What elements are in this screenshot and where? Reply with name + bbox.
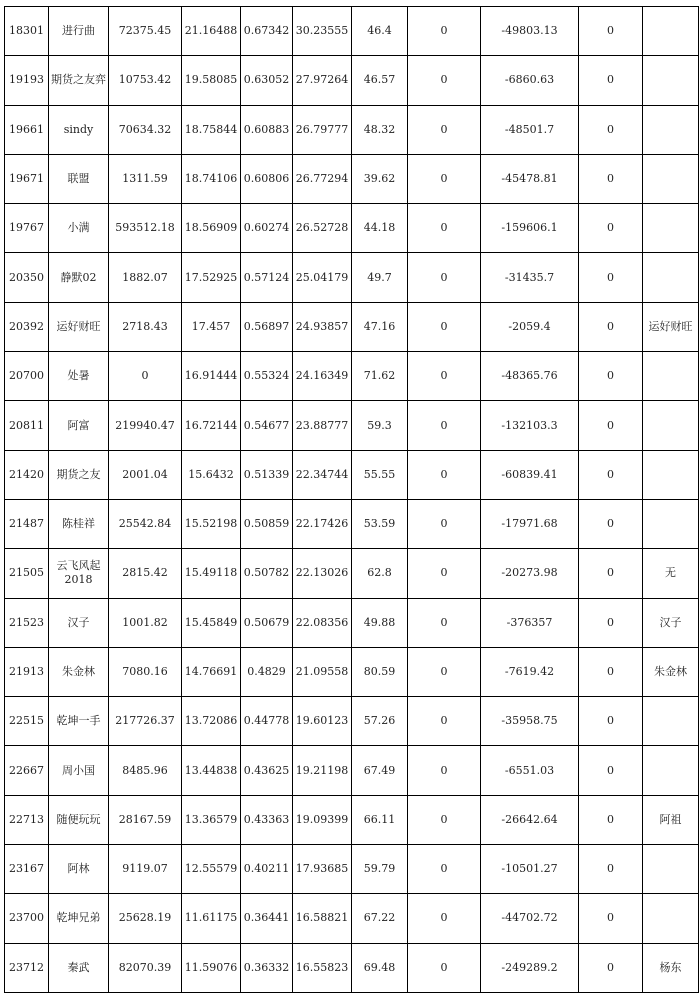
zero-cell-2: 0 <box>579 598 643 647</box>
zero-cell: 0 <box>408 352 481 401</box>
zero-cell-2: 0 <box>579 204 643 253</box>
metric-a-cell: 21.16488 <box>182 7 241 56</box>
note-cell <box>643 154 699 203</box>
zero-cell-2: 0 <box>579 56 643 105</box>
zero-cell: 0 <box>408 549 481 598</box>
metric-a-cell: 18.75844 <box>182 105 241 154</box>
ranking-table <box>4 6 699 993</box>
value-cell: 10753.42 <box>109 56 182 105</box>
value-cell: 7080.16 <box>109 647 182 696</box>
id-cell: 23700 <box>5 894 49 943</box>
note-cell <box>643 845 699 894</box>
metric-b-cell: 0.56897 <box>241 302 293 351</box>
zero-cell: 0 <box>408 598 481 647</box>
id-cell: 19671 <box>5 154 49 203</box>
id-cell: 22667 <box>5 746 49 795</box>
name-cell: 乾坤兄弟 <box>49 894 109 943</box>
zero-cell-2: 0 <box>579 154 643 203</box>
name-cell: 联盟 <box>49 154 109 203</box>
table-row <box>5 499 699 548</box>
metric-d-cell: 46.57 <box>352 56 408 105</box>
metric-d-cell: 47.16 <box>352 302 408 351</box>
metric-b-cell: 0.60883 <box>241 105 293 154</box>
metric-b-cell: 0.63052 <box>241 56 293 105</box>
zero-cell-2: 0 <box>579 7 643 56</box>
id-cell: 23167 <box>5 845 49 894</box>
metric-b-cell: 0.50782 <box>241 549 293 598</box>
metric-c-cell: 22.34744 <box>293 450 352 499</box>
id-cell: 20700 <box>5 352 49 401</box>
id-cell: 21505 <box>5 549 49 598</box>
id-cell: 20811 <box>5 401 49 450</box>
metric-a-cell: 14.76691 <box>182 647 241 696</box>
note-cell <box>643 746 699 795</box>
name-cell: 陈桂祥 <box>49 499 109 548</box>
zero-cell: 0 <box>408 795 481 844</box>
id-cell: 20392 <box>5 302 49 351</box>
metric-c-cell: 24.93857 <box>293 302 352 351</box>
name-cell: 朱金林 <box>49 647 109 696</box>
table-row <box>5 253 699 302</box>
amount-cell: -20273.98 <box>481 549 579 598</box>
table-row <box>5 401 699 450</box>
amount-cell: -10501.27 <box>481 845 579 894</box>
metric-d-cell: 49.7 <box>352 253 408 302</box>
metric-c-cell: 16.58821 <box>293 894 352 943</box>
value-cell: 217726.37 <box>109 697 182 746</box>
amount-cell: -26642.64 <box>481 795 579 844</box>
metric-c-cell: 19.60123 <box>293 697 352 746</box>
metric-a-cell: 11.59076 <box>182 943 241 992</box>
zero-cell: 0 <box>408 204 481 253</box>
zero-cell-2: 0 <box>579 943 643 992</box>
table-row <box>5 302 699 351</box>
metric-a-cell: 13.72086 <box>182 697 241 746</box>
name-cell: 秦武 <box>49 943 109 992</box>
note-cell <box>643 7 699 56</box>
amount-cell: -35958.75 <box>481 697 579 746</box>
zero-cell-2: 0 <box>579 549 643 598</box>
value-cell: 2718.43 <box>109 302 182 351</box>
zero-cell-2: 0 <box>579 253 643 302</box>
table-row <box>5 204 699 253</box>
name-cell: 阿富 <box>49 401 109 450</box>
table-body <box>5 7 699 993</box>
metric-a-cell: 15.45849 <box>182 598 241 647</box>
zero-cell-2: 0 <box>579 450 643 499</box>
note-cell: 朱金林 <box>643 647 699 696</box>
value-cell: 1311.59 <box>109 154 182 203</box>
note-cell <box>643 450 699 499</box>
metric-a-cell: 16.91444 <box>182 352 241 401</box>
zero-cell: 0 <box>408 647 481 696</box>
metric-d-cell: 67.49 <box>352 746 408 795</box>
metric-d-cell: 44.18 <box>352 204 408 253</box>
metric-c-cell: 25.04179 <box>293 253 352 302</box>
amount-cell: -132103.3 <box>481 401 579 450</box>
metric-b-cell: 0.40211 <box>241 845 293 894</box>
zero-cell: 0 <box>408 401 481 450</box>
metric-d-cell: 49.88 <box>352 598 408 647</box>
name-cell: 期货之友 <box>49 450 109 499</box>
value-cell: 2815.42 <box>109 549 182 598</box>
value-cell: 82070.39 <box>109 943 182 992</box>
note-cell <box>643 253 699 302</box>
metric-d-cell: 80.59 <box>352 647 408 696</box>
name-cell: 静默02 <box>49 253 109 302</box>
zero-cell-2: 0 <box>579 697 643 746</box>
note-cell <box>643 352 699 401</box>
metric-b-cell: 0.67342 <box>241 7 293 56</box>
amount-cell: -49803.13 <box>481 7 579 56</box>
zero-cell-2: 0 <box>579 647 643 696</box>
amount-cell: -376357 <box>481 598 579 647</box>
zero-cell-2: 0 <box>579 795 643 844</box>
amount-cell: -6551.03 <box>481 746 579 795</box>
amount-cell: -7619.42 <box>481 647 579 696</box>
metric-a-cell: 19.58085 <box>182 56 241 105</box>
zero-cell: 0 <box>408 746 481 795</box>
table-row <box>5 845 699 894</box>
metric-c-cell: 22.13026 <box>293 549 352 598</box>
name-cell: 处暑 <box>49 352 109 401</box>
value-cell: 1882.07 <box>109 253 182 302</box>
amount-cell: -44702.72 <box>481 894 579 943</box>
amount-cell: -6860.63 <box>481 56 579 105</box>
value-cell: 8485.96 <box>109 746 182 795</box>
table-row <box>5 746 699 795</box>
amount-cell: -48501.7 <box>481 105 579 154</box>
table-row <box>5 105 699 154</box>
metric-b-cell: 0.55324 <box>241 352 293 401</box>
zero-cell-2: 0 <box>579 105 643 154</box>
zero-cell-2: 0 <box>579 352 643 401</box>
id-cell: 22515 <box>5 697 49 746</box>
name-cell: 阿林 <box>49 845 109 894</box>
metric-b-cell: 0.4829 <box>241 647 293 696</box>
zero-cell: 0 <box>408 499 481 548</box>
metric-b-cell: 0.50679 <box>241 598 293 647</box>
metric-b-cell: 0.44778 <box>241 697 293 746</box>
zero-cell: 0 <box>408 105 481 154</box>
value-cell: 70634.32 <box>109 105 182 154</box>
amount-cell: -249289.2 <box>481 943 579 992</box>
id-cell: 21913 <box>5 647 49 696</box>
metric-c-cell: 17.93685 <box>293 845 352 894</box>
metric-a-cell: 15.49118 <box>182 549 241 598</box>
table-row <box>5 795 699 844</box>
value-cell: 219940.47 <box>109 401 182 450</box>
metric-c-cell: 26.52728 <box>293 204 352 253</box>
note-cell: 无 <box>643 549 699 598</box>
value-cell: 25542.84 <box>109 499 182 548</box>
note-cell <box>643 894 699 943</box>
note-cell: 汉子 <box>643 598 699 647</box>
name-cell: 进行曲 <box>49 7 109 56</box>
amount-cell: -60839.41 <box>481 450 579 499</box>
metric-c-cell: 26.77294 <box>293 154 352 203</box>
zero-cell: 0 <box>408 56 481 105</box>
metric-a-cell: 16.72144 <box>182 401 241 450</box>
id-cell: 22713 <box>5 795 49 844</box>
metric-a-cell: 18.56909 <box>182 204 241 253</box>
note-cell <box>643 56 699 105</box>
name-cell: 汉子 <box>49 598 109 647</box>
metric-a-cell: 17.52925 <box>182 253 241 302</box>
zero-cell: 0 <box>408 845 481 894</box>
metric-a-cell: 15.6432 <box>182 450 241 499</box>
value-cell: 2001.04 <box>109 450 182 499</box>
metric-d-cell: 48.32 <box>352 105 408 154</box>
name-cell: sindy <box>49 105 109 154</box>
metric-a-cell: 13.44838 <box>182 746 241 795</box>
amount-cell: -31435.7 <box>481 253 579 302</box>
amount-cell: -45478.81 <box>481 154 579 203</box>
table-row <box>5 352 699 401</box>
table-row <box>5 943 699 992</box>
table-row <box>5 549 699 598</box>
amount-cell: -17971.68 <box>481 499 579 548</box>
name-cell: 随便玩玩 <box>49 795 109 844</box>
metric-d-cell: 67.22 <box>352 894 408 943</box>
value-cell: 28167.59 <box>109 795 182 844</box>
note-cell: 杨东 <box>643 943 699 992</box>
metric-a-cell: 15.52198 <box>182 499 241 548</box>
metric-d-cell: 62.8 <box>352 549 408 598</box>
metric-b-cell: 0.57124 <box>241 253 293 302</box>
metric-d-cell: 57.26 <box>352 697 408 746</box>
metric-c-cell: 19.21198 <box>293 746 352 795</box>
metric-d-cell: 39.62 <box>352 154 408 203</box>
metric-c-cell: 21.09558 <box>293 647 352 696</box>
name-cell: 期货之友弈 <box>49 56 109 105</box>
name-cell: 运好财旺 <box>49 302 109 351</box>
note-cell <box>643 499 699 548</box>
zero-cell: 0 <box>408 943 481 992</box>
metric-c-cell: 26.79777 <box>293 105 352 154</box>
metric-d-cell: 46.4 <box>352 7 408 56</box>
zero-cell-2: 0 <box>579 302 643 351</box>
id-cell: 21420 <box>5 450 49 499</box>
value-cell: 1001.82 <box>109 598 182 647</box>
note-cell <box>643 697 699 746</box>
id-cell: 21523 <box>5 598 49 647</box>
metric-c-cell: 30.23555 <box>293 7 352 56</box>
name-cell: 小满 <box>49 204 109 253</box>
amount-cell: -159606.1 <box>481 204 579 253</box>
metric-d-cell: 53.59 <box>352 499 408 548</box>
metric-c-cell: 22.17426 <box>293 499 352 548</box>
metric-c-cell: 16.55823 <box>293 943 352 992</box>
zero-cell-2: 0 <box>579 401 643 450</box>
name-cell: 云飞风起2018 <box>49 549 109 598</box>
metric-a-cell: 12.55579 <box>182 845 241 894</box>
name-cell: 乾坤一手 <box>49 697 109 746</box>
zero-cell: 0 <box>408 253 481 302</box>
amount-cell: -48365.76 <box>481 352 579 401</box>
metric-b-cell: 0.54677 <box>241 401 293 450</box>
table-row <box>5 7 699 56</box>
metric-d-cell: 69.48 <box>352 943 408 992</box>
metric-b-cell: 0.50859 <box>241 499 293 548</box>
metric-b-cell: 0.36332 <box>241 943 293 992</box>
id-cell: 23712 <box>5 943 49 992</box>
metric-c-cell: 24.16349 <box>293 352 352 401</box>
metric-a-cell: 13.36579 <box>182 795 241 844</box>
amount-cell: -2059.4 <box>481 302 579 351</box>
name-cell: 周小国 <box>49 746 109 795</box>
metric-a-cell: 11.61175 <box>182 894 241 943</box>
zero-cell: 0 <box>408 697 481 746</box>
id-cell: 18301 <box>5 7 49 56</box>
table-row <box>5 56 699 105</box>
zero-cell-2: 0 <box>579 894 643 943</box>
table-row <box>5 598 699 647</box>
id-cell: 20350 <box>5 253 49 302</box>
note-cell: 运好财旺 <box>643 302 699 351</box>
note-cell: 阿祖 <box>643 795 699 844</box>
metric-d-cell: 66.11 <box>352 795 408 844</box>
zero-cell: 0 <box>408 450 481 499</box>
zero-cell-2: 0 <box>579 499 643 548</box>
id-cell: 19661 <box>5 105 49 154</box>
zero-cell: 0 <box>408 7 481 56</box>
metric-d-cell: 59.3 <box>352 401 408 450</box>
metric-a-cell: 18.74106 <box>182 154 241 203</box>
table-row <box>5 154 699 203</box>
value-cell: 72375.45 <box>109 7 182 56</box>
zero-cell: 0 <box>408 894 481 943</box>
table-row <box>5 647 699 696</box>
metric-c-cell: 22.08356 <box>293 598 352 647</box>
metric-b-cell: 0.43363 <box>241 795 293 844</box>
metric-c-cell: 19.09399 <box>293 795 352 844</box>
zero-cell: 0 <box>408 302 481 351</box>
id-cell: 19193 <box>5 56 49 105</box>
zero-cell: 0 <box>408 154 481 203</box>
value-cell: 25628.19 <box>109 894 182 943</box>
zero-cell-2: 0 <box>579 746 643 795</box>
metric-b-cell: 0.43625 <box>241 746 293 795</box>
metric-a-cell: 17.457 <box>182 302 241 351</box>
table-row <box>5 697 699 746</box>
metric-b-cell: 0.60806 <box>241 154 293 203</box>
metric-b-cell: 0.36441 <box>241 894 293 943</box>
metric-c-cell: 23.88777 <box>293 401 352 450</box>
metric-d-cell: 59.79 <box>352 845 408 894</box>
metric-b-cell: 0.60274 <box>241 204 293 253</box>
metric-b-cell: 0.51339 <box>241 450 293 499</box>
value-cell: 0 <box>109 352 182 401</box>
metric-d-cell: 71.62 <box>352 352 408 401</box>
table-row <box>5 450 699 499</box>
note-cell <box>643 105 699 154</box>
table-row <box>5 894 699 943</box>
metric-c-cell: 27.97264 <box>293 56 352 105</box>
note-cell <box>643 204 699 253</box>
value-cell: 9119.07 <box>109 845 182 894</box>
id-cell: 21487 <box>5 499 49 548</box>
zero-cell-2: 0 <box>579 845 643 894</box>
id-cell: 19767 <box>5 204 49 253</box>
note-cell <box>643 401 699 450</box>
value-cell: 593512.18 <box>109 204 182 253</box>
metric-d-cell: 55.55 <box>352 450 408 499</box>
